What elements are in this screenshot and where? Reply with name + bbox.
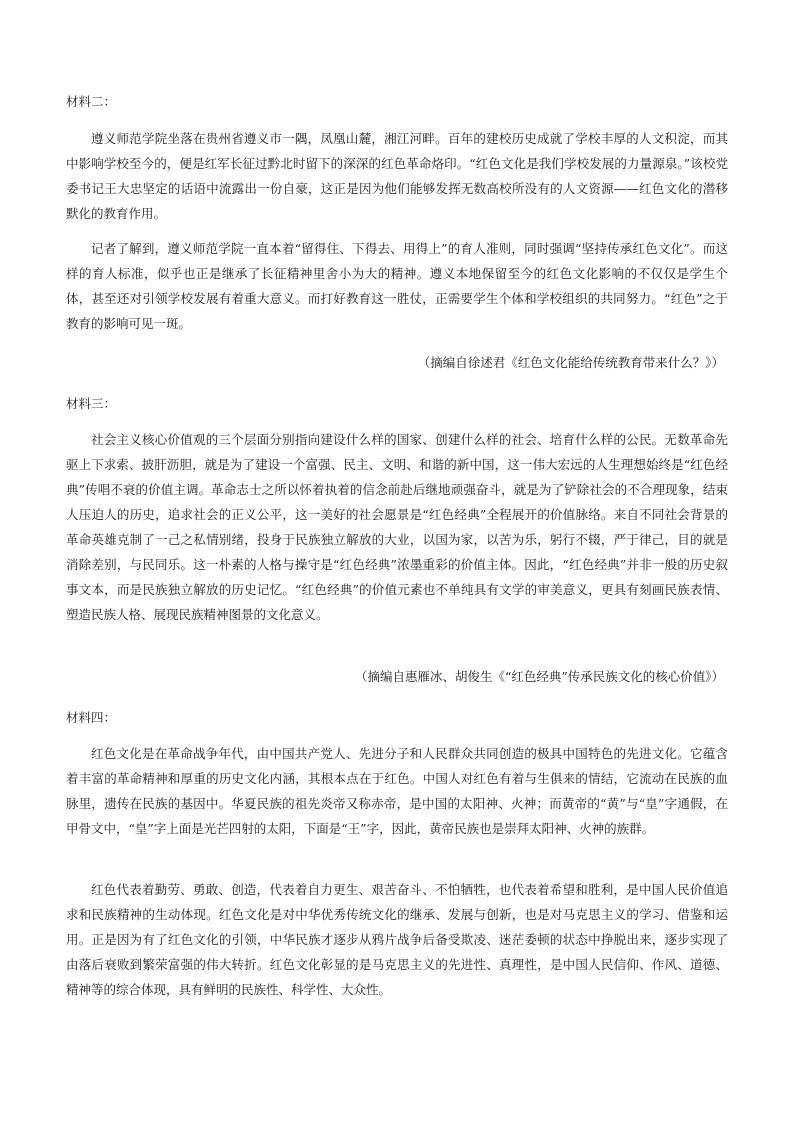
material-2-paragraph-2: 记者了解到，遵义师范学院一直本着“留得住、下得去、用得上”的育人准则，同时强调“坚持传承红色文化”。而这样的育人标准，似乎也正是继承了长征精神里舍小为大的精神。遵义本地保留至今的红色文化影响的不仅仅是学生个体，甚至还对引领学校发展有着重大意义。而打好教育这一胜仗，正需要学生个体和学校组织的共同努力。“红色”之于教育的影响可见一斑。 [66, 241, 728, 331]
section-heading-material-4: 材料四： [66, 710, 117, 725]
material-3-source: （摘编自惠雁冰、胡俊生《“红色经典”传承民族文化的核心价值》） [354, 669, 724, 684]
material-3-paragraph-1: 社会主义核心价值观的三个层面分别指向建设什么样的国家、创建什么样的社会、培育什么样的公民。无数革命先驱上下求索、披肝沥胆，就是为了建设一个富强、民主、文明、和谐的新中国，这一伟大宏远的人生理想始终是“红色经典”传唱不衰的价值主调。革命志士之所以怀着执着的信念前赴后继地顽强奋斗，就是为了铲除社会的不合理现象，结束人压迫人的历史，追求社会的正义公平，这一美好的社会愿景是“红色经典”全程展开的价值脉络。来自不同社会背景的革命英雄克制了一己之私情别绪，投身于民族独立解放的大业，以国为家，以苦为乐，躬行不辍，严于律己，目的就是消除差别，与民同乐。这一朴素的人格与操守是“红色经典”浓墨重彩的价值主体。因此，“红色经典”并非一般的历史叙事文本，而是民族独立解放的历史记忆。“红色经典”的价值元素也不单纯具有文学的审美意义，更具有刻画民族表情、塑造民族人格、展现民族精神图景的文化意义。 [66, 432, 728, 622]
material-4-paragraph-1: 红色文化是在革命战争年代，由中国共产党人、先进分子和人民群众共同创造的极具中国特色的先进文化。它蕴含着丰富的革命精神和厚重的历史文化内涵，其根本点在于红色。中国人对红色有着与生俱来的情结，它流动在民族的血脉里，遗传在民族的基因中。华夏民族的祖先炎帝又称赤帝，是中国的太阳神、火神；而黄帝的“黄”与“皇”字通假，在甲骨文中，“皇”字上面是光芒四射的太阳，下面是“王”字，因此，黄帝民族也是崇拜太阳神、火神的族群。 [66, 746, 728, 836]
material-2-paragraph-1: 遵义师范学院坐落在贵州省遵义市一隅，凤凰山麓，湘江河畔。百年的建校历史成就了学校丰厚的人文积淀，而其中影响学校至今的，便是红军长征过黔北时留下的深深的红色革命烙印。“红色文化是我们学校发展的力量源泉。”该校党委书记王大忠坚定的话语中流露出一份自豪，这正是因为他们能够发挥无数高校所没有的人文资源——红色文化的潜移默化的教育作用。 [66, 131, 728, 221]
material-4-paragraph-2: 红色代表着勤劳、勇敢、创造，代表着自力更生、艰苦奋斗、不怕牺牲，也代表着希望和胜利，是中国人民价值追求和民族精神的生动体现。红色文化是对中华优秀传统文化的继承、发展与创新，也是对马克思主义的学习、借鉴和运用。正是因为有了红色文化的引领，中华民族才逐步从鸦片战争后备受欺凌、迷茫委顿的状态中挣脱出来，逐步实现了由落后衰败到繁荣富强的伟大转折。红色文化彰显的是马克思主义的先进性、真理性，是中国人民信仰、作风、道德、精神等的综合体现，具有鲜明的民族性、科学性、大众性。 [66, 882, 728, 997]
section-heading-material-3: 材料三： [66, 396, 117, 411]
material-2-source: （摘编自徐述君《红色文化能给传统教育带来什么？》） [417, 355, 724, 370]
section-heading-material-2: 材料二： [66, 94, 117, 109]
